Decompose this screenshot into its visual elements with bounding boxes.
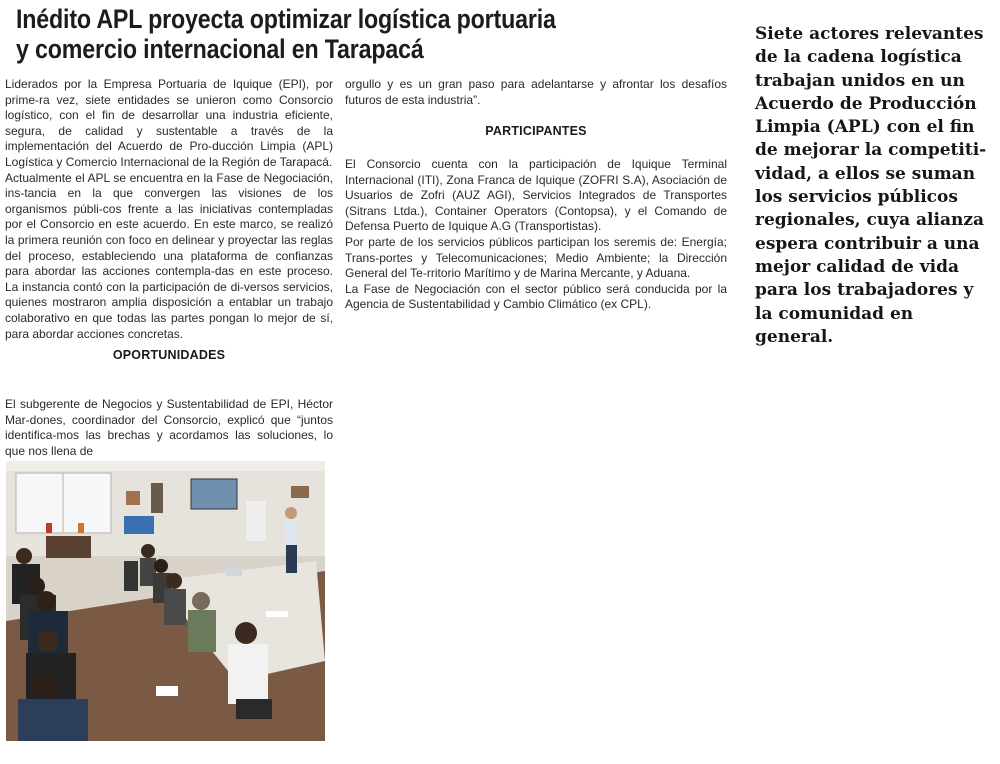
article-column-2	[345, 77, 727, 108]
sidebar-lead: Siete actores relevantes de la cadena logística trabajan unidos en un Acuerdo de Producción Limpia (APL) con el fin de mejorar la competiti-vidad, a ellos se suman los servicios públicos regionales, cuya alianza espera contribuir a una mejor calidad de vida para los trabajadores y la comunidad en general.	[755, 24, 987, 347]
paragraph-negociacion: Actualmente el APL se encuentra en la Fase de Negociación, ins-tancia en la que convergen las visiones de los organismos públi-cos frente a las iniciativas contempladas por el Consorcio en este acuerdo. En este marco, se realizó la primera reunión con foco en delinear y proyectar las reglas del proceso, estableciendo una plataforma de confianzas para abordar las acciones contempla-das en este proceso. La instancia contó con la participación de di-versos servicios, quienes mostraron amplia disposición a entablar un trabajo colaborativo en que todas las partes pongan lo mejor de sí, para abordar acciones concretas.	[5, 170, 333, 341]
paragraph-fase-negociacion: La Fase de Negociación con el sector público será conducida por la Agencia de Sustentabilidad y Cambio Climático (ex CPL).	[345, 281, 727, 312]
paragraph-orgullo: orgullo y es un gran paso para adelantarse y afrontar los desafíos futuros de esta industria”.	[345, 77, 727, 107]
meeting-photo	[6, 461, 325, 741]
paragraph-intro: Liderados por la Empresa Portuaria de Iquique (EPI), por prime-ra vez, siete entidades se unieron como Consorcio logístico, con el fin de desarrollar una industria eficiente, segura, de calidad y sustentable a través de la implementación del Acuerdo de Pro-ducción Limpia (APL) Logística y Comercio Internacional de la Región de Tarapacá.	[5, 77, 333, 169]
subhead-oportunidades: OPORTUNIDADES	[112, 348, 226, 362]
headline-line-1: Inédito APL proyecta optimizar logística portuaria	[16, 4, 556, 34]
paragraph-servicios-publicos: Por parte de los servicios públicos participan los seremis de: Energía; Trans-portes y Telecomunicaciones; Medio Ambiente; la Dirección General del Te-rritorio Marítimo y de Marina Mercante, y Aduana.	[345, 234, 727, 281]
subhead-participantes: PARTICIPANTES	[485, 124, 587, 138]
paragraph-subgerente: El subgerente de Negocios y Sustentabilidad de EPI, Héctor Mar-dones, coordinador del Consorcio, explicó que “juntos identifica-mos las brechas y acordamos las soluciones, lo que nos llena de	[5, 397, 333, 458]
paragraph-consorcio: El Consorcio cuenta con la participación de Iquique Terminal Internacional (ITI), Zona Franca de Iquique (ZOFRI S.A), Asociación de Usuarios de Zofri (AUZ AGI), Servicios Integrados de Transportes (Sitrans Ltda.), Container Operators (Contopsa), y el Comando de Defensa Puerto de Iquique A.G (Transportistas).	[345, 157, 727, 234]
headline	[16, 4, 618, 64]
article-column-2-continued	[345, 157, 727, 313]
article-column-1	[5, 77, 333, 342]
headline-line-2: y comercio internacional en Tarapacá	[16, 34, 424, 64]
article-column-1-continued	[5, 397, 333, 459]
